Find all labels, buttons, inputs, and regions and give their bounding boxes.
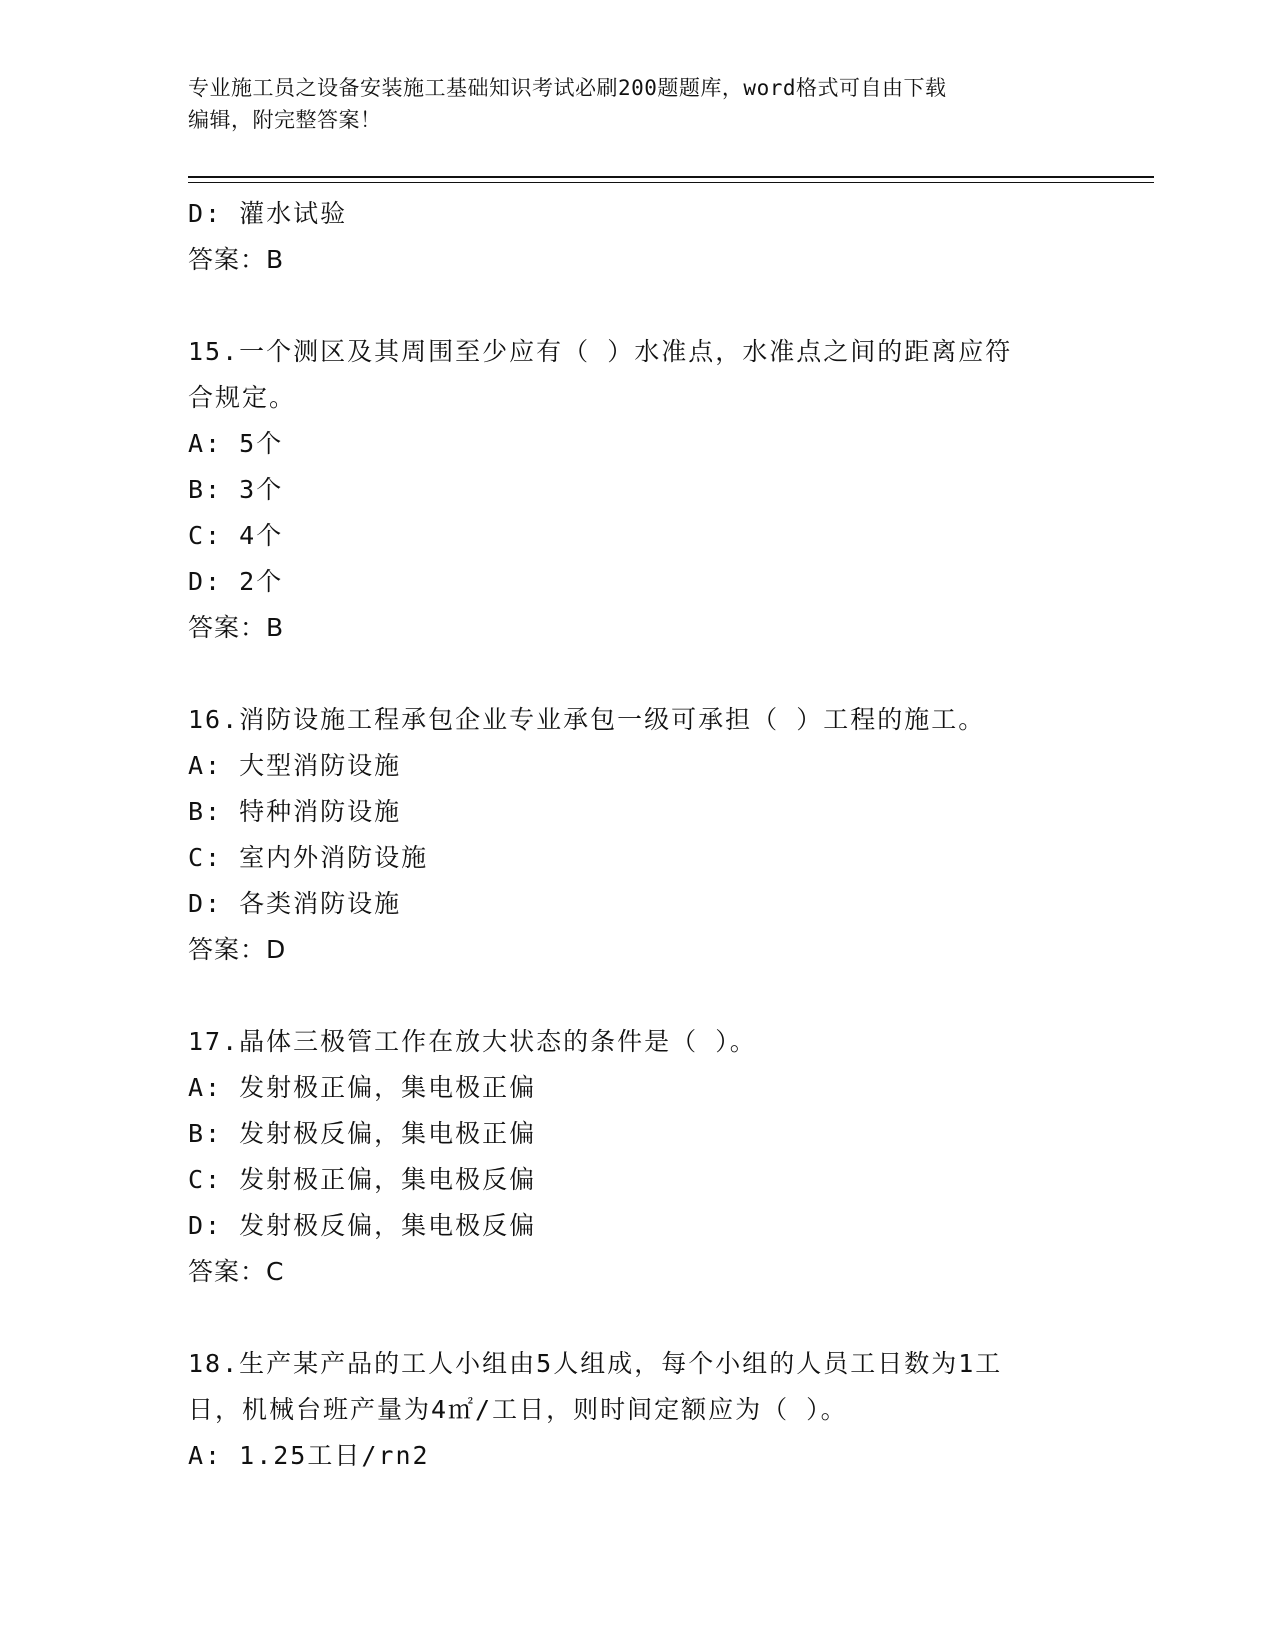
option-d: D: 2个 [188, 567, 284, 596]
question-stem: 日，机械台班产量为4㎡/工日，则时间定额应为（ ）。 [188, 1395, 848, 1424]
answer-line: 答案：B [188, 245, 285, 274]
header-divider-thick [188, 176, 1154, 178]
option-b: B: 发射极反偏，集电极正偏 [188, 1119, 537, 1148]
spacer [188, 283, 1088, 329]
option-a: A: 发射极正偏，集电极正偏 [188, 1073, 537, 1102]
document-header [188, 72, 1088, 136]
header-divider-thin [188, 182, 1154, 183]
option-a: A: 5个 [188, 429, 284, 458]
option-c: C: 发射极正偏，集电极反偏 [188, 1165, 537, 1194]
option-b: B: 特种消防设施 [188, 797, 402, 826]
option-c: C: 4个 [188, 521, 284, 550]
option-d: D: 发射极反偏，集电极反偏 [188, 1211, 537, 1240]
question-list [188, 191, 1088, 1479]
spacer [188, 1295, 1088, 1341]
option-d: D: 灌水试验 [188, 199, 348, 228]
question-15 [188, 329, 1088, 651]
option-a: A: 1.25工日/rn2 [188, 1441, 430, 1470]
header-line-2: 编辑，附完整答案！ [188, 108, 382, 132]
question-stem: 16.消防设施工程承包企业专业承包一级可承担（ ）工程的施工。 [188, 705, 986, 734]
question-16 [188, 697, 1088, 973]
answer-line: 答案：C [188, 1257, 285, 1286]
answer-line: 答案：B [188, 613, 285, 642]
answer-line: 答案：D [188, 935, 287, 964]
option-c: C: 室内外消防设施 [188, 843, 429, 872]
option-d: D: 各类消防设施 [188, 889, 402, 918]
question-stem: 15.一个测区及其周围至少应有（ ）水准点，水准点之间的距离应符 [188, 337, 1013, 366]
option-a: A: 大型消防设施 [188, 751, 402, 780]
option-b: B: 3个 [188, 475, 284, 504]
question-stem: 18.生产某产品的工人小组由5人组成，每个小组的人员工日数为1工 [188, 1349, 1003, 1378]
question-17 [188, 1019, 1088, 1295]
spacer [188, 651, 1088, 697]
spacer [188, 973, 1088, 1019]
question-stem: 合规定。 [188, 383, 297, 412]
question-18 [188, 1341, 1088, 1479]
header-line-1: 专业施工员之设备安装施工基础知识考试必刷200题题库，word格式可自由下载 [188, 76, 947, 100]
question-stem: 17.晶体三极管工作在放大状态的条件是（ ）。 [188, 1027, 757, 1056]
